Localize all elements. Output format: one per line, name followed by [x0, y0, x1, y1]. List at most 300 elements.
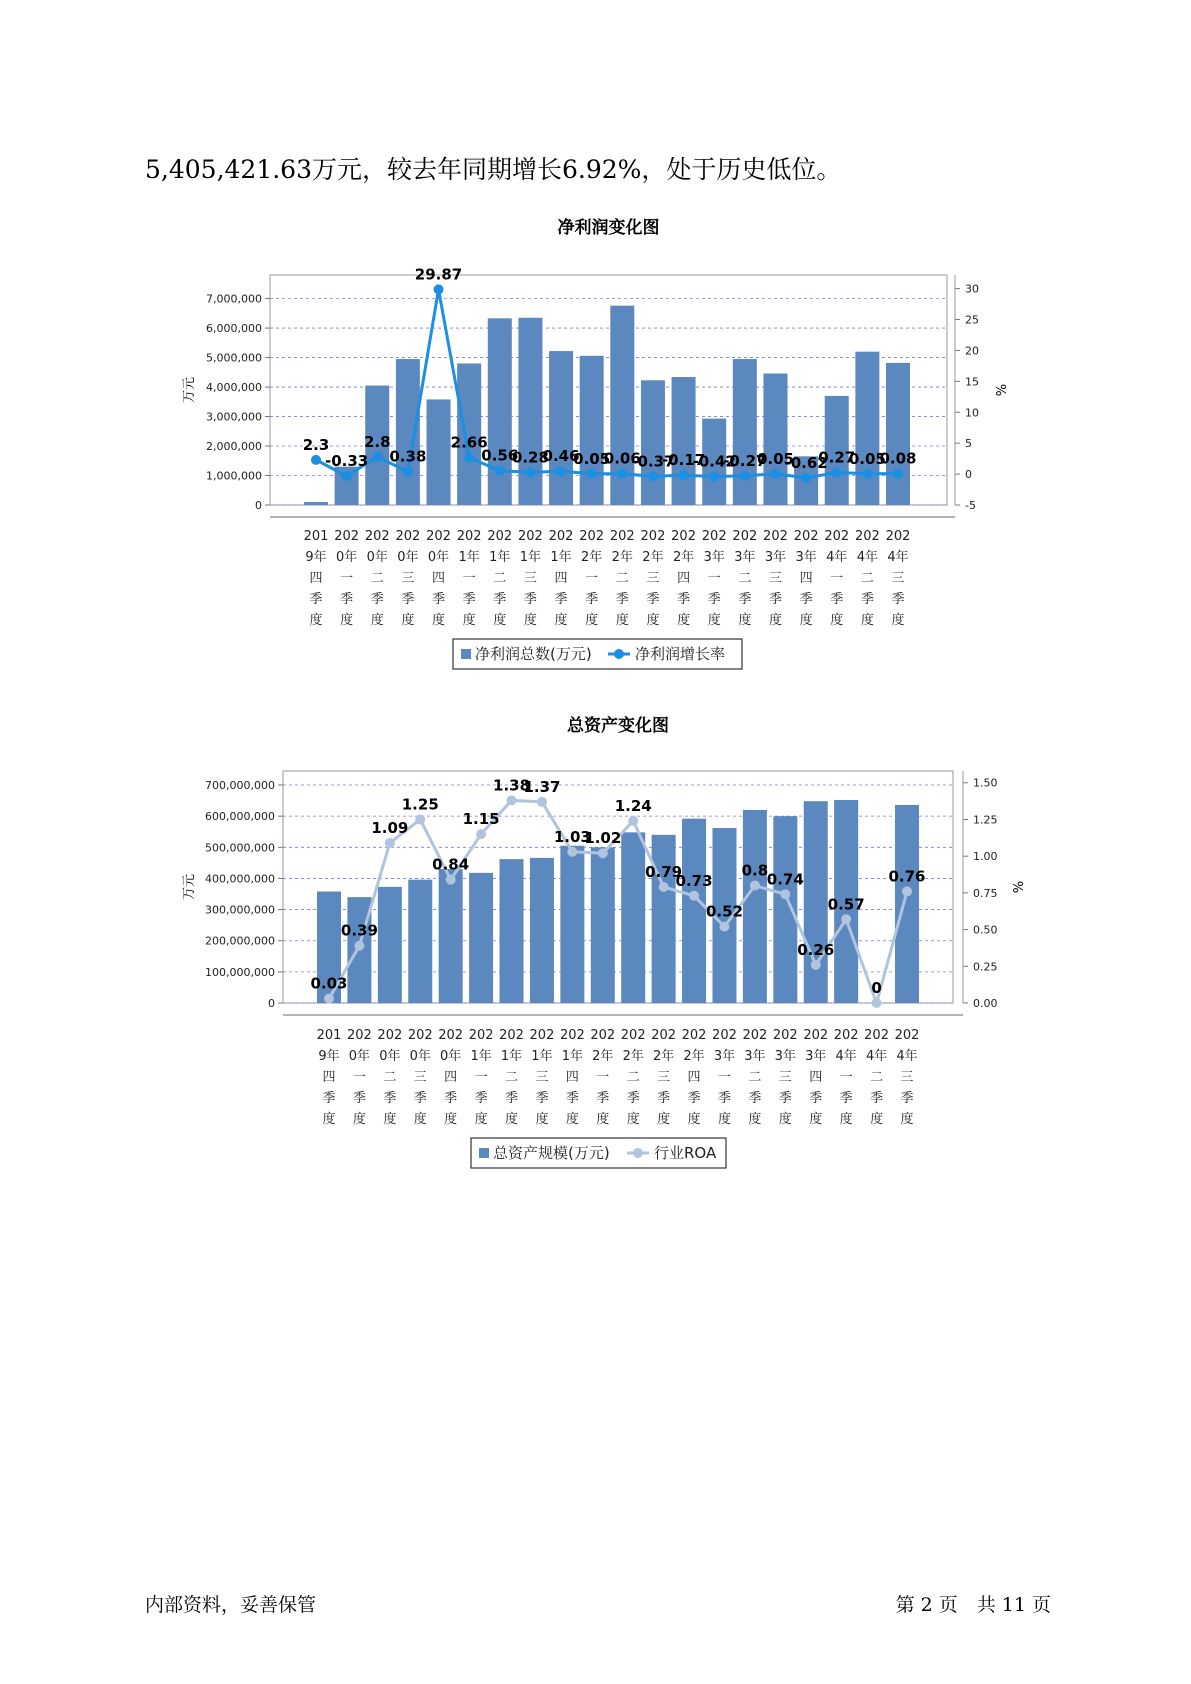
- line-point: [780, 889, 790, 899]
- x-tick-label: 季: [778, 1091, 792, 1106]
- x-tick-label: 201: [316, 1028, 342, 1043]
- x-tick-label: 季: [413, 1091, 427, 1106]
- y2-tick-label: 20: [965, 344, 979, 358]
- x-tick-label: 季: [535, 1091, 549, 1106]
- data-label: 29.87: [414, 265, 463, 284]
- legend-line-label: 行业ROA: [654, 1144, 717, 1162]
- x-tick-label: 度: [707, 613, 721, 628]
- x-tick-label: 季: [554, 592, 568, 607]
- data-label: 1.25: [401, 795, 439, 814]
- x-tick-label: 度: [891, 613, 905, 628]
- data-label: 0.84: [432, 855, 470, 874]
- footer-page-number: 第 2 页 共 11 页: [895, 1594, 1051, 1616]
- bar: [549, 351, 573, 505]
- x-tick-label: 202: [364, 529, 390, 544]
- x-tick-label: 202: [620, 1028, 646, 1043]
- x-tick-label: 一: [474, 1070, 488, 1085]
- y-tick-label: 5,000,000: [206, 351, 262, 365]
- x-tick-label: 季: [799, 592, 813, 607]
- data-label: 1.37: [523, 777, 561, 796]
- x-tick-label: 四: [809, 1070, 823, 1085]
- x-tick-label: 202: [712, 1028, 737, 1043]
- bar: [396, 359, 420, 505]
- x-tick-label: 度: [717, 1112, 731, 1127]
- x-tick-label: 季: [432, 592, 446, 607]
- x-tick-label: 三: [778, 1070, 792, 1085]
- x-tick-label: 一: [830, 571, 844, 586]
- data-label: 0: [871, 979, 882, 997]
- y2-tick-label: 5: [965, 437, 972, 451]
- x-tick-label: 1年: [519, 550, 542, 565]
- x-tick-label: 度: [830, 613, 844, 628]
- bar: [427, 399, 451, 505]
- line-point: [495, 466, 505, 476]
- x-tick-label: 202: [833, 1028, 859, 1043]
- line-point: [434, 284, 444, 294]
- x-tick-label: 度: [309, 613, 323, 628]
- line-point: [507, 795, 517, 805]
- y2-tick-label: 10: [965, 406, 979, 420]
- x-tick-label: 二: [748, 1070, 762, 1085]
- x-tick-label: 季: [493, 592, 507, 607]
- x-tick-label: 季: [585, 592, 599, 607]
- bar: [895, 805, 919, 1003]
- y2-tick-label: 25: [965, 313, 979, 327]
- data-label: 0.06: [603, 449, 641, 468]
- y-tick-label: 6,000,000: [206, 322, 262, 336]
- y-tick-label: 600,000,000: [205, 810, 275, 824]
- x-tick-label: 度: [352, 1112, 366, 1127]
- x-tick-label: 二: [383, 1070, 397, 1085]
- chart-title: 总资产变化图: [567, 716, 669, 736]
- x-tick-label: 四: [322, 1070, 336, 1085]
- x-tick-label: 4年: [896, 1049, 918, 1064]
- x-tick-label: 3年: [805, 1049, 827, 1064]
- x-tick-label: 度: [462, 613, 476, 628]
- x-tick-label: 0年: [335, 550, 358, 565]
- data-label: 1.24: [614, 796, 652, 815]
- x-tick-label: 度: [401, 613, 415, 628]
- x-tick-label: 度: [535, 1112, 549, 1127]
- data-label: 0.73: [675, 871, 713, 890]
- bar: [641, 380, 665, 505]
- line-point: [342, 471, 352, 481]
- x-tick-label: 202: [763, 529, 788, 544]
- x-tick-label: 度: [585, 613, 599, 628]
- x-tick-label: 二: [860, 571, 874, 586]
- x-tick-label: 202: [803, 1028, 829, 1043]
- bar: [580, 356, 604, 505]
- x-tick-label: 三: [523, 571, 537, 586]
- x-tick-label: 三: [657, 1070, 671, 1085]
- data-label: 0.08: [879, 449, 917, 468]
- x-tick-label: 季: [809, 1091, 823, 1106]
- x-tick-label: 三: [891, 571, 905, 586]
- net-profit-chart-svg: [0, 215, 1191, 685]
- line-point: [617, 469, 627, 479]
- data-label: -0.37: [631, 452, 675, 471]
- x-tick-label: 202: [579, 529, 605, 544]
- bar: [560, 846, 584, 1003]
- x-tick-label: 度: [474, 1112, 488, 1127]
- x-tick-label: 季: [748, 1091, 762, 1106]
- x-tick-label: 202: [438, 1028, 464, 1043]
- bar: [773, 816, 797, 1003]
- bar: [469, 873, 493, 1003]
- x-tick-label: 202: [701, 529, 727, 544]
- y-tick-label: 2,000,000: [206, 440, 262, 454]
- x-tick-label: 202: [864, 1028, 889, 1043]
- x-tick-label: 0年: [366, 550, 388, 565]
- data-label: 0.03: [310, 974, 348, 993]
- x-tick-label: 季: [370, 592, 384, 607]
- x-tick-label: 四: [554, 571, 568, 586]
- x-tick-label: 度: [340, 613, 354, 628]
- x-tick-label: 季: [444, 1091, 458, 1106]
- data-label: -0.17: [661, 451, 706, 470]
- x-tick-label: 四: [677, 571, 691, 586]
- x-tick-label: 9年: [305, 550, 327, 565]
- x-tick-label: 1年: [470, 1049, 492, 1064]
- x-tick-label: 202: [377, 1028, 403, 1043]
- x-tick-label: 2年: [652, 1049, 675, 1064]
- data-label: -0.33: [325, 452, 369, 471]
- x-tick-label: 4年: [865, 1049, 888, 1064]
- y2-tick-label: 1.25: [973, 813, 998, 827]
- x-tick-label: 季: [462, 592, 476, 607]
- data-label: -0.62: [784, 453, 828, 472]
- x-tick-label: 1年: [458, 550, 480, 565]
- line-point: [862, 469, 872, 479]
- data-label: 1.15: [462, 810, 500, 829]
- x-tick-label: 季: [646, 592, 660, 607]
- x-tick-label: 4年: [826, 550, 848, 565]
- data-label: 0.8: [741, 861, 769, 880]
- x-tick-label: 三: [768, 571, 782, 586]
- total-assets-chart: [0, 713, 1191, 1183]
- x-tick-label: 季: [383, 1091, 397, 1106]
- y2-axis-title: %: [1009, 880, 1024, 894]
- line-point: [659, 882, 669, 892]
- line-point: [525, 467, 535, 477]
- x-tick-label: 度: [677, 613, 691, 628]
- x-tick-label: 0年: [409, 1049, 431, 1064]
- x-tick-label: 一: [596, 1070, 610, 1085]
- x-tick-label: 三: [401, 571, 415, 586]
- x-tick-label: 202: [456, 529, 482, 544]
- x-tick-label: 三: [646, 571, 660, 586]
- line-point: [740, 471, 750, 481]
- x-tick-label: 1年: [489, 550, 511, 565]
- legend-bar-swatch: [479, 1148, 489, 1158]
- x-tick-label: 202: [824, 529, 850, 544]
- line-point: [811, 960, 821, 970]
- data-label: 1.38: [493, 776, 531, 795]
- x-tick-label: 202: [590, 1028, 616, 1043]
- x-tick-label: 度: [322, 1112, 336, 1127]
- y-tick-label: 700,000,000: [205, 779, 275, 793]
- bar: [378, 887, 402, 1003]
- line-point: [689, 891, 699, 901]
- y2-tick-label: 30: [965, 282, 979, 296]
- x-tick-label: 度: [748, 1112, 762, 1127]
- x-tick-label: 202: [407, 1028, 433, 1043]
- legend-bar-label: 净利润总数(万元): [475, 645, 592, 663]
- line-point: [587, 469, 597, 479]
- x-tick-label: 季: [401, 592, 415, 607]
- bar: [763, 373, 787, 505]
- line-point: [354, 941, 364, 951]
- line-point: [872, 998, 882, 1008]
- x-tick-label: 202: [732, 529, 758, 544]
- line-point: [679, 470, 689, 480]
- x-tick-label: 201: [303, 529, 329, 544]
- x-tick-label: 3年: [744, 1049, 766, 1064]
- x-tick-label: 季: [657, 1091, 671, 1106]
- line-point: [415, 814, 425, 824]
- x-tick-label: 度: [778, 1112, 792, 1127]
- x-tick-label: 3年: [713, 1049, 736, 1064]
- x-tick-label: 一: [340, 571, 354, 586]
- x-tick-label: 3年: [734, 550, 756, 565]
- y2-tick-label: 1.00: [973, 850, 998, 864]
- x-tick-label: 度: [768, 613, 782, 628]
- y2-tick-label: 0.25: [973, 960, 998, 974]
- x-tick-label: 度: [839, 1112, 853, 1127]
- x-tick-label: 0年: [379, 1049, 401, 1064]
- x-tick-label: 202: [529, 1028, 555, 1043]
- legend-line-marker: [614, 649, 624, 659]
- x-tick-label: 季: [677, 592, 691, 607]
- bar: [621, 832, 645, 1003]
- line-point: [598, 848, 608, 858]
- x-tick-label: 202: [559, 1028, 585, 1043]
- y2-tick-label: 0.50: [973, 923, 998, 937]
- x-tick-label: 202: [499, 1028, 524, 1043]
- x-tick-label: 202: [885, 529, 911, 544]
- line-point: [841, 914, 851, 924]
- x-tick-label: 二: [738, 571, 752, 586]
- x-tick-label: 0年: [348, 1049, 371, 1064]
- x-tick-label: 度: [738, 613, 752, 628]
- x-tick-label: 度: [554, 613, 568, 628]
- x-tick-label: 一: [585, 571, 599, 586]
- x-tick-label: 202: [793, 529, 819, 544]
- y-tick-label: 400,000,000: [205, 872, 275, 886]
- legend-bar-swatch: [461, 649, 471, 659]
- x-tick-label: 3年: [764, 550, 787, 565]
- x-tick-label: 度: [657, 1112, 671, 1127]
- data-label: 0.56: [481, 446, 519, 465]
- x-tick-label: 202: [854, 529, 880, 544]
- line-point: [902, 886, 912, 896]
- x-tick-label: 202: [772, 1028, 798, 1043]
- x-tick-label: 202: [468, 1028, 494, 1043]
- line-point: [832, 467, 842, 477]
- x-tick-label: 度: [523, 613, 537, 628]
- data-label: 0.26: [797, 940, 835, 959]
- data-label: 2.3: [302, 435, 330, 454]
- x-tick-label: 季: [687, 1091, 701, 1106]
- x-tick-label: 度: [444, 1112, 458, 1127]
- y-tick-label: 0: [268, 997, 275, 1010]
- x-tick-label: 202: [609, 529, 635, 544]
- x-tick-label: 202: [395, 529, 421, 544]
- x-tick-label: 四: [432, 571, 446, 586]
- x-tick-label: 季: [626, 1091, 640, 1106]
- line-point: [446, 875, 456, 885]
- x-tick-label: 2年: [672, 550, 695, 565]
- x-tick-label: 季: [615, 592, 629, 607]
- x-tick-label: 1年: [500, 1049, 523, 1064]
- x-tick-label: 四: [799, 571, 813, 586]
- data-label: 0.05: [848, 449, 886, 468]
- x-tick-label: 1年: [531, 1049, 553, 1064]
- x-tick-label: 季: [738, 592, 752, 607]
- x-tick-label: 度: [860, 613, 874, 628]
- x-tick-label: 202: [518, 529, 543, 544]
- net-profit-chart: [0, 215, 1191, 685]
- x-tick-label: 季: [596, 1091, 610, 1106]
- bar: [408, 880, 432, 1003]
- line-point: [750, 881, 760, 891]
- y-tick-label: 4,000,000: [206, 381, 262, 395]
- y-tick-label: 1,000,000: [206, 469, 262, 483]
- x-tick-label: 2年: [642, 550, 664, 565]
- x-tick-label: 202: [651, 1028, 677, 1043]
- bar: [500, 859, 524, 1003]
- x-tick-label: 度: [505, 1112, 519, 1127]
- line-point: [801, 473, 811, 483]
- y2-tick-label: -5: [965, 499, 976, 512]
- x-tick-label: 季: [309, 592, 323, 607]
- x-tick-label: 季: [565, 1091, 579, 1106]
- x-tick-label: 202: [487, 529, 513, 544]
- line-point: [372, 452, 382, 462]
- total-assets-chart-svg: [0, 713, 1191, 1183]
- bar: [682, 819, 706, 1003]
- y-tick-label: 7,000,000: [206, 292, 262, 306]
- line-point: [893, 469, 903, 479]
- x-tick-label: 202: [426, 529, 451, 544]
- x-tick-label: 2年: [592, 1049, 614, 1064]
- x-tick-label: 度: [809, 1112, 823, 1127]
- y-tick-label: 200,000,000: [205, 934, 275, 948]
- data-label: 1.03: [553, 827, 591, 846]
- y-axis-title: 万元: [182, 376, 197, 404]
- y2-tick-label: 1.50: [973, 776, 998, 790]
- x-tick-label: 季: [523, 592, 537, 607]
- bar: [855, 352, 879, 505]
- data-label: 0.46: [542, 447, 580, 466]
- x-tick-label: 0年: [397, 550, 419, 565]
- x-tick-label: 季: [717, 1091, 731, 1106]
- y-tick-label: 100,000,000: [205, 965, 275, 979]
- x-tick-label: 度: [383, 1112, 397, 1127]
- x-tick-label: 度: [687, 1112, 701, 1127]
- line-point: [648, 471, 658, 481]
- x-tick-label: 季: [900, 1091, 914, 1106]
- x-tick-label: 三: [900, 1070, 914, 1085]
- line-point: [464, 453, 474, 463]
- data-label: 0.39: [340, 921, 378, 940]
- x-tick-label: 3年: [703, 550, 725, 565]
- data-label: 1.09: [371, 818, 409, 837]
- line-point: [311, 455, 321, 465]
- x-tick-label: 度: [432, 613, 446, 628]
- x-tick-label: 季: [505, 1091, 519, 1106]
- legend-line-label: 净利润增长率: [635, 645, 726, 663]
- x-tick-label: 202: [681, 1028, 707, 1043]
- x-tick-label: 季: [830, 592, 844, 607]
- x-tick-label: 度: [565, 1112, 579, 1127]
- legend-line-marker: [633, 1148, 643, 1158]
- x-tick-label: 度: [370, 613, 384, 628]
- x-tick-label: 季: [707, 592, 721, 607]
- x-tick-label: 季: [860, 592, 874, 607]
- x-tick-label: 季: [322, 1091, 336, 1106]
- line-point: [537, 797, 547, 807]
- y-tick-label: 300,000,000: [205, 903, 275, 917]
- x-tick-label: 一: [352, 1070, 366, 1085]
- x-tick-label: 0年: [440, 1049, 462, 1064]
- y2-tick-label: 0: [965, 468, 972, 482]
- x-tick-label: 202: [334, 529, 360, 544]
- bar: [743, 810, 767, 1003]
- x-tick-label: 度: [646, 613, 660, 628]
- x-tick-label: 二: [626, 1070, 640, 1085]
- data-label: 0.74: [766, 870, 804, 889]
- x-tick-label: 202: [742, 1028, 768, 1043]
- x-tick-label: 一: [707, 571, 721, 586]
- x-tick-label: 3年: [795, 550, 817, 565]
- x-tick-label: 三: [535, 1070, 549, 1085]
- x-tick-label: 2年: [581, 550, 603, 565]
- x-tick-label: 4年: [835, 1049, 857, 1064]
- data-label: 2.8: [363, 432, 391, 451]
- x-tick-label: 2年: [611, 550, 633, 565]
- y-tick-label: 0: [255, 499, 262, 512]
- data-label: -0.27: [723, 451, 767, 470]
- x-tick-label: 度: [413, 1112, 427, 1127]
- x-tick-label: 4年: [856, 550, 879, 565]
- x-tick-label: 度: [870, 1112, 884, 1127]
- y2-axis-title: %: [992, 383, 1007, 397]
- x-tick-label: 三: [413, 1070, 427, 1085]
- bar: [886, 363, 910, 505]
- line-point: [719, 922, 729, 932]
- line-point: [628, 816, 638, 826]
- x-tick-label: 度: [596, 1112, 610, 1127]
- data-label: 0.28: [511, 448, 549, 467]
- bar: [733, 359, 757, 505]
- line-point: [556, 466, 566, 476]
- y-axis-title: 万元: [182, 873, 197, 901]
- x-tick-label: 202: [894, 1028, 920, 1043]
- line-point: [476, 829, 486, 839]
- x-tick-label: 季: [891, 592, 905, 607]
- line-point: [770, 469, 780, 479]
- x-tick-label: 2年: [622, 1049, 644, 1064]
- x-tick-label: 季: [352, 1091, 366, 1106]
- x-tick-label: 二: [370, 571, 384, 586]
- line-point: [709, 472, 719, 482]
- data-label: 2.66: [450, 433, 488, 452]
- data-label: 0.76: [888, 867, 926, 886]
- y2-tick-label: 15: [965, 375, 979, 389]
- footer-note: 内部资料，妥善保管: [145, 1594, 317, 1616]
- x-tick-label: 二: [505, 1070, 519, 1085]
